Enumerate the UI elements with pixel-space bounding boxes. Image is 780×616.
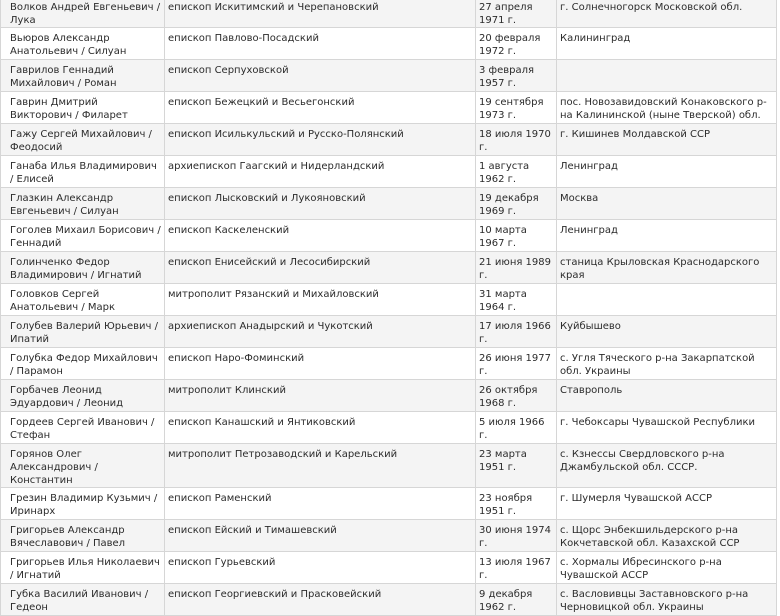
title-cell: митрополит Клинский	[165, 380, 476, 412]
place-cell: г. Шумерля Чувашской АССР	[557, 488, 777, 520]
date-cell: 23 ноября 1951 г.	[476, 488, 557, 520]
place-cell: с. Васловивцы Заставновского р-на Черновицкой обл. Украины	[557, 584, 777, 616]
name-cell: Гордеев Сергей Иванович / Стефан	[1, 412, 165, 444]
title-cell: епископ Енисейский и Лесосибирский	[165, 252, 476, 284]
place-cell: г. Кишинев Молдавской ССР	[557, 124, 777, 156]
table-row	[1, 444, 777, 488]
name-cell: Голинченко Федор Владимирович / Игнатий	[1, 252, 165, 284]
date-cell: 21 июня 1989 г.	[476, 252, 557, 284]
name-cell: Гаврилов Геннадий Михайлович / Роман	[1, 60, 165, 92]
table-row	[1, 520, 777, 552]
date-cell: 19 декабря 1969 г.	[476, 188, 557, 220]
table-row	[1, 316, 777, 348]
title-cell: епископ Каскеленский	[165, 220, 476, 252]
place-cell: Куйбышево	[557, 316, 777, 348]
table-row	[1, 252, 777, 284]
date-cell: 27 апреля 1971 г.	[476, 0, 557, 28]
name-cell: Горбачев Леонид Эдуардович / Леонид	[1, 380, 165, 412]
place-cell: с. Кзнессы Свердловского р-на Джамбульской обл. СССР.	[557, 444, 777, 488]
name-cell: Горянов Олег Александрович / Константин	[1, 444, 165, 488]
table-row	[1, 28, 777, 60]
table-row	[1, 412, 777, 444]
title-cell: епископ Раменский	[165, 488, 476, 520]
name-cell: Голубев Валерий Юрьевич / Ипатий	[1, 316, 165, 348]
date-cell: 10 марта 1967 г.	[476, 220, 557, 252]
date-cell: 26 июня 1977 г.	[476, 348, 557, 380]
table-row	[1, 552, 777, 584]
title-cell: архиепископ Гаагский и Нидерландский	[165, 156, 476, 188]
date-cell: 3 февраля 1957 г.	[476, 60, 557, 92]
name-cell: Гажу Сергей Михайлович / Феодосий	[1, 124, 165, 156]
name-cell: Григорьев Илья Николаевич / Игнатий	[1, 552, 165, 584]
place-cell: Москва	[557, 188, 777, 220]
title-cell: епископ Павлово-Посадский	[165, 28, 476, 60]
date-cell: 5 июля 1966 г.	[476, 412, 557, 444]
title-cell: митрополит Рязанский и Михайловский	[165, 284, 476, 316]
title-cell: епископ Канашский и Янтиковский	[165, 412, 476, 444]
name-cell: Голубка Федор Михайлович / Парамон	[1, 348, 165, 380]
table-row	[1, 220, 777, 252]
date-cell: 19 сентября 1973 г.	[476, 92, 557, 124]
table-row	[1, 124, 777, 156]
place-cell: с. Щорс Энбекшильдерского р-на Кокчетавской обл. Казахской ССР	[557, 520, 777, 552]
table-row	[1, 488, 777, 520]
place-cell: с. Хормалы Ибресинского р-на Чувашской АССР	[557, 552, 777, 584]
date-cell: 1 августа 1962 г.	[476, 156, 557, 188]
table-row	[1, 348, 777, 380]
table-row	[1, 584, 777, 616]
title-cell: епископ Лысковский и Лукояновский	[165, 188, 476, 220]
table-row	[1, 284, 777, 316]
name-cell: Губка Василий Иванович / Гедеон	[1, 584, 165, 616]
table-row	[1, 156, 777, 188]
place-cell: Ставрополь	[557, 380, 777, 412]
name-cell: Головков Сергей Анатольевич / Марк	[1, 284, 165, 316]
name-cell: Вьюров Александр Анатольевич / Силуан	[1, 28, 165, 60]
date-cell: 23 марта 1951 г.	[476, 444, 557, 488]
place-cell	[557, 60, 777, 92]
title-cell: епископ Наро-Фоминский	[165, 348, 476, 380]
title-cell: епископ Бежецкий и Весьегонский	[165, 92, 476, 124]
place-cell: с. Угля Тяческого р-на Закарпатской обл. Украины	[557, 348, 777, 380]
title-cell: епископ Ейский и Тимашевский	[165, 520, 476, 552]
table-row	[1, 188, 777, 220]
name-cell: Волков Андрей Евгеньевич / Лука	[1, 0, 165, 28]
place-cell	[557, 284, 777, 316]
title-cell: епископ Серпуховской	[165, 60, 476, 92]
title-cell: епископ Георгиевский и Прасковейский	[165, 584, 476, 616]
date-cell: 17 июля 1966 г.	[476, 316, 557, 348]
table-row	[1, 0, 777, 28]
name-cell: Глазкин Александр Евгеньевич / Силуан	[1, 188, 165, 220]
title-cell: архиепископ Анадырский и Чукотский	[165, 316, 476, 348]
date-cell: 13 июля 1967 г.	[476, 552, 557, 584]
place-cell: Ленинград	[557, 156, 777, 188]
name-cell: Ганаба Илья Владимирович / Елисей	[1, 156, 165, 188]
place-cell: г. Солнечногорск Московской обл.	[557, 0, 777, 28]
name-cell: Грезин Владимир Кузьмич / Иринарх	[1, 488, 165, 520]
place-cell: станица Крыловская Краснодарского края	[557, 252, 777, 284]
name-cell: Гаврин Дмитрий Викторович / Филарет	[1, 92, 165, 124]
title-cell: епископ Исилькульский и Русско-Полянский	[165, 124, 476, 156]
name-cell: Гоголев Михаил Борисович / Геннадий	[1, 220, 165, 252]
table-row	[1, 380, 777, 412]
date-cell: 20 февраля 1972 г.	[476, 28, 557, 60]
table-row	[1, 92, 777, 124]
place-cell: г. Чебоксары Чувашской Республики	[557, 412, 777, 444]
title-cell: епископ Гурьевский	[165, 552, 476, 584]
place-cell: Ленинград	[557, 220, 777, 252]
table-row	[1, 60, 777, 92]
place-cell: пос. Новозавидовский Конаковского р-на Калининской (ныне Тверской) обл.	[557, 92, 777, 124]
place-cell: Калининград	[557, 28, 777, 60]
title-cell: епископ Искитимский и Черепановский	[165, 0, 476, 28]
date-cell: 9 декабря 1962 г.	[476, 584, 557, 616]
name-cell: Григорьев Александр Вячеславович / Павел	[1, 520, 165, 552]
title-cell: митрополит Петрозаводский и Карельский	[165, 444, 476, 488]
date-cell: 30 июня 1974 г.	[476, 520, 557, 552]
date-cell: 26 октября 1968 г.	[476, 380, 557, 412]
date-cell: 18 июля 1970 г.	[476, 124, 557, 156]
date-cell: 31 марта 1964 г.	[476, 284, 557, 316]
